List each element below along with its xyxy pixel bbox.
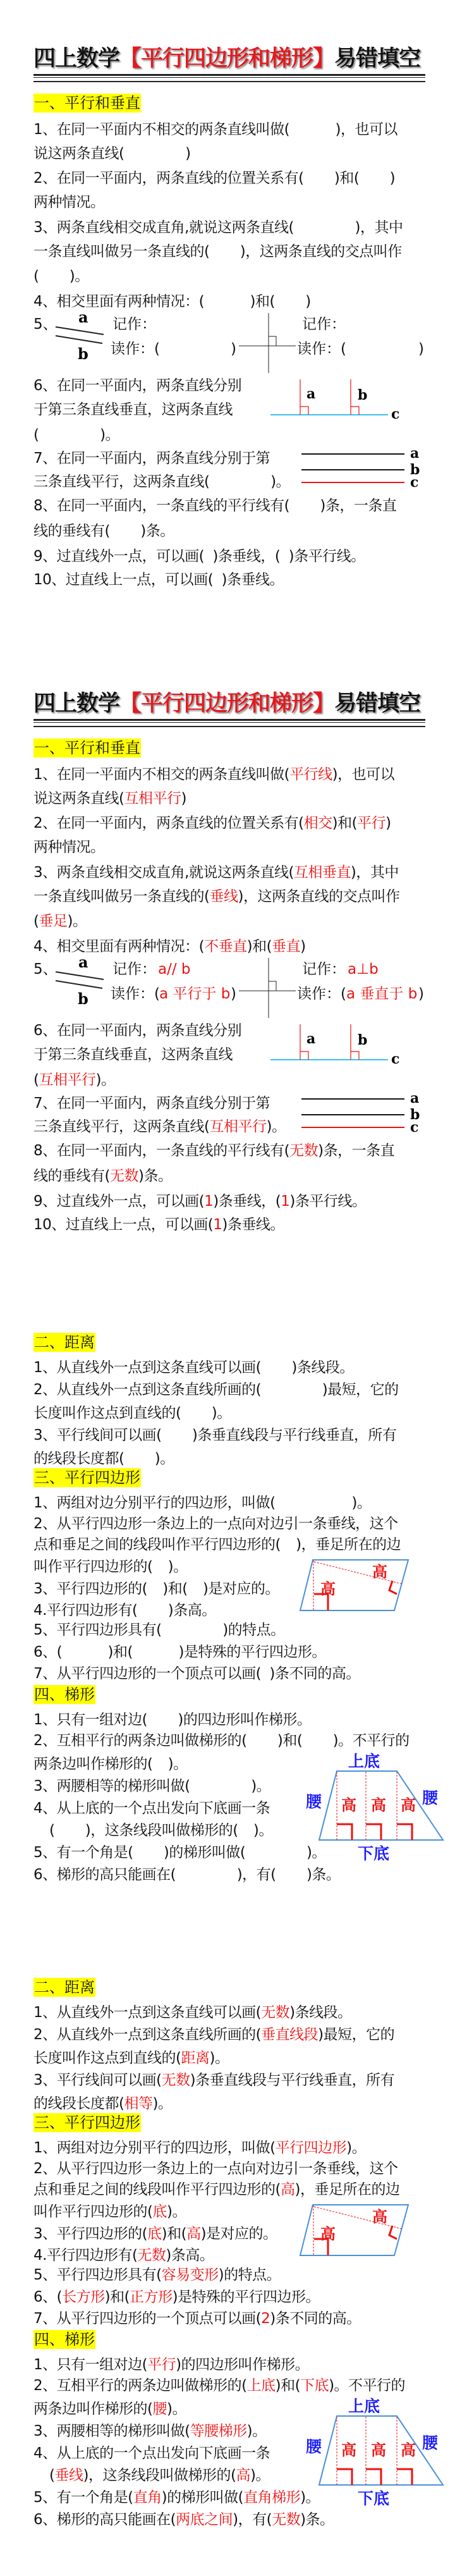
line-text: 的线段长度都( — [33, 1451, 124, 1467]
height-label: 高 — [341, 1796, 356, 1814]
answer-text: 下底 — [300, 2377, 329, 2394]
line-text: )的四边形叫作梯形。 — [176, 2357, 310, 2373]
answer-text: 正方形 — [130, 2289, 173, 2305]
question-number-5: 5、 — [33, 961, 58, 978]
line-text: )。 — [209, 2050, 229, 2066]
line-text: )。 — [351, 1495, 372, 1511]
title-topic: 平行四边形和梯形 — [141, 46, 313, 71]
line-text: )条平行线。 — [288, 548, 365, 565]
line-text: 2、互相平行的两条边叫做梯形的( — [33, 1733, 247, 1749]
line-text: 7、在同一平面内，两条直线分别于第 — [33, 450, 270, 467]
line-text: 7、从平行四边形的一个顶点可以画( — [33, 2310, 262, 2327]
line-text: )是特殊的平行四边形。 — [178, 1644, 326, 1660]
line-text: 5、平行四边形具有( — [33, 1622, 162, 1638]
line-text: ( — [33, 268, 39, 285]
line-text: 线的垂线有( — [33, 523, 110, 539]
top-base-label: 上底 — [348, 2397, 380, 2415]
answer-text: 互相平行 — [209, 1119, 267, 1135]
answer-text: 高 — [236, 2467, 250, 2484]
line-text: 2、在同一平面内，两条直线的位置关系有( — [33, 170, 304, 187]
title-prefix: 四上数学 — [33, 691, 120, 716]
line-text: )条，一条直 — [320, 498, 397, 514]
line-text: 于第三条直线垂直，这两条直线 — [33, 402, 233, 418]
line-text: )。 — [250, 2467, 270, 2484]
label-b: b — [358, 387, 368, 403]
section-header-parallelogram: 三、平行四边形 — [34, 1469, 140, 1487]
label-a: a — [78, 308, 88, 326]
line-text: )。 — [166, 2401, 186, 2417]
height-label: 高 — [341, 2441, 356, 2459]
write-as-label: 记作： — [112, 961, 156, 978]
line-text: 5、有一个角是( — [33, 1844, 133, 1861]
answer-text: 平行 — [147, 2357, 176, 2373]
line-text: 长度叫作这点到直线的( — [33, 2050, 181, 2066]
height-label: 高 — [371, 2441, 386, 2459]
line-text: 3、两条直线相交成直角,就说这两条直线( — [33, 219, 294, 236]
height-label: 高 — [320, 1579, 336, 1598]
line-text: )最短，它的 — [322, 1382, 399, 1398]
line-text: )条。 — [300, 2512, 334, 2528]
line-text: 1、只有一组对边( — [33, 1712, 148, 1728]
line-text: )。 — [270, 474, 291, 490]
answer-text: 垂线 — [54, 2467, 83, 2484]
line-text: )，垂足所在的边 — [294, 2181, 400, 2198]
line-text: 5、有一个角是( — [33, 2489, 133, 2506]
answer-text: 高 — [280, 2181, 295, 2198]
line-text: 3、两腰相等的梯形叫做( — [33, 1778, 190, 1794]
line-text: 4、从上底的一个点出发向下底画一条 — [33, 2445, 270, 2462]
line-text: 4、相交里面有两种情况：( — [33, 293, 205, 310]
line-text: 1、从直线外一点到这条直线可以画( — [33, 1359, 262, 1376]
answer-text: 垂直 — [272, 938, 301, 955]
line-text: )条垂线。 — [222, 1217, 284, 1233]
line-text: 3、两条直线相交成直角,就说这两条直线( — [33, 864, 294, 881]
right-angle-mark — [366, 2469, 381, 2485]
line-text: 6、梯形的高只能画在( — [33, 2512, 176, 2528]
title-topic: 平行四边形和梯形 — [141, 691, 313, 716]
paren-close: ) — [418, 986, 424, 1002]
line-text: )和( — [250, 293, 275, 310]
line-text: )条，一条直 — [318, 1143, 395, 1159]
bottom-base-label: 下底 — [358, 2489, 390, 2508]
line-text: 6、( — [33, 2289, 63, 2305]
line-text: )是对应的。 — [202, 1581, 279, 1597]
line-text: )和( — [161, 2226, 187, 2242]
line-text: 的线段长度都( — [33, 2095, 124, 2112]
label-c: c — [410, 474, 419, 491]
line-text: )，这两条直线的交点叫作 — [240, 243, 402, 260]
line-text: 2、互相平行的两条边叫做梯形的( — [33, 2377, 247, 2394]
line-text: )。 — [211, 1405, 231, 1421]
line-text: )。 — [253, 1822, 273, 1839]
parallelogram-shape — [300, 2205, 408, 2255]
line-text: )和( — [332, 815, 358, 831]
label-b: b — [410, 462, 420, 478]
line-text: )的特点。 — [222, 1622, 285, 1638]
line-text: 3、两腰相等的梯形叫做( — [33, 2423, 190, 2439]
line-text: )和( — [107, 1644, 133, 1660]
label-c: c — [410, 1119, 419, 1136]
line-text: 4.平行四边形有( — [33, 1602, 138, 1619]
line-text: ) — [385, 815, 391, 831]
line-text: 10、过直线上一点，可以画( — [33, 572, 214, 588]
leg-label-left: 腰 — [306, 1793, 322, 1811]
line-text: 两种情况。 — [33, 194, 105, 211]
top-base-label: 上底 — [348, 1752, 380, 1770]
answer-text: a// b — [158, 961, 191, 978]
section-header-trapezoid: 四、梯形 — [34, 2331, 95, 2348]
line-text: 点和垂足之间的线段叫作平行四边形的( — [33, 1536, 281, 1553]
line-text: 长度叫作这点到直线的( — [33, 1405, 181, 1421]
line-text: 三条直线平行，这两条直线( — [33, 1119, 210, 1135]
answer-text: a 平行于 b — [159, 986, 231, 1002]
line-text: )条。 — [140, 523, 174, 539]
line-text: 一条直线叫做另一条直线的( — [33, 243, 210, 260]
line-text: 一条直线叫做另一条直线的( — [33, 888, 210, 905]
line-text: )，垂足所在的边 — [296, 1536, 401, 1553]
answer-text: 无数 — [289, 1143, 318, 1159]
line-text: 1、在同一平面内不相交的两条直线叫做( — [33, 766, 290, 783]
answer-text: 直角 — [133, 2489, 162, 2506]
line-text: )条高。 — [167, 1602, 216, 1619]
line-text: 2、在同一平面内，两条直线的位置关系有( — [33, 815, 304, 831]
line-text: )条。 — [138, 1168, 173, 1184]
line-text: )。 — [166, 2204, 186, 2220]
answer-text: 2 — [261, 2310, 270, 2327]
line-text: 6、在同一平面内，两条直线分别 — [33, 377, 242, 394]
height-label: 高 — [320, 2224, 336, 2243]
title-suffix: 易错填空 — [334, 46, 421, 71]
line-text: )。 — [266, 1119, 286, 1135]
line-text: )，也可以 — [335, 121, 398, 138]
answer-text: 容易变形 — [161, 2267, 219, 2283]
line-text: )。 — [95, 1072, 116, 1088]
question-number-5: 5、 — [33, 316, 58, 333]
leg-label-right: 腰 — [422, 2434, 439, 2452]
line-text: )和( — [334, 170, 360, 187]
title-bracket-open: 【 — [119, 46, 142, 71]
line-text: 3、平行线间可以画( — [33, 2072, 162, 2088]
label-a: a — [410, 1090, 420, 1107]
line-text: )是对应的。 — [200, 2226, 277, 2242]
line-text: 2、从平行四边形一条边上的一点向对边引一条垂线，这个 — [33, 1516, 398, 1532]
line-text: )。不平行的 — [329, 2377, 406, 2394]
read-as-label: 读作：( — [111, 341, 160, 357]
write-as-label: 记作： — [112, 316, 156, 333]
line-text: )条高。 — [166, 2247, 214, 2264]
section-header-parallel-perpendicular: 一、平行和垂直 — [34, 739, 140, 757]
line-text: )。 — [152, 2095, 173, 2112]
line-text: 9、过直线外一点，可以画( — [33, 1193, 205, 1210]
line-text: 4.平行四边形有( — [33, 2247, 138, 2264]
read-as-label: 读作：( — [297, 341, 346, 357]
title-suffix: 易错填空 — [334, 691, 421, 716]
line-text: ( — [33, 913, 39, 929]
line-text: )。 — [154, 1451, 174, 1467]
line-text: )。 — [346, 2140, 367, 2156]
line-text: )和( — [277, 1733, 303, 1749]
line-text: )。 — [100, 427, 120, 443]
line-text: )，这条线段叫做梯形的( — [85, 1822, 238, 1839]
line-text: 8、在同一平面内，一条直线的平行线有( — [33, 498, 290, 514]
section-header-trapezoid: 四、梯形 — [34, 1686, 95, 1703]
answer-text: 相等 — [124, 2095, 153, 2112]
line-text: 1、只有一组对边( — [33, 2357, 148, 2373]
line-text: 2、从平行四边形一条边上的一点向对边引一条垂线，这个 — [33, 2161, 398, 2177]
leg-label-left: 腰 — [306, 2438, 322, 2456]
answer-text: 1 — [213, 1217, 222, 1233]
write-as-label: 记作： — [302, 961, 346, 978]
line-text: 3、平行线间可以画( — [33, 1427, 162, 1444]
line-text: )的特点。 — [218, 2267, 281, 2283]
title-prefix: 四上数学 — [33, 46, 120, 71]
line-text: 1、两组对边分别平行的四边形，叫做( — [33, 1495, 276, 1511]
line-text: )，也可以 — [332, 766, 395, 783]
label-a: a — [410, 445, 420, 462]
line-text: ) — [181, 790, 186, 807]
height-label: 高 — [372, 2207, 387, 2226]
line-text: )和( — [275, 2377, 301, 2394]
parallelogram-figure — [300, 2205, 408, 2255]
read-as-label: 读作：( — [111, 986, 160, 1002]
leg-label-right: 腰 — [422, 1789, 439, 1807]
answer-text: 平行线 — [289, 766, 332, 783]
line-text: )条平行线。 — [289, 1193, 367, 1210]
line-text: 6、( — [33, 1644, 63, 1660]
answer-text: 距离 — [181, 2050, 210, 2066]
answer-text: 直角梯形 — [243, 2489, 301, 2506]
answer-text: 无数 — [272, 2512, 301, 2528]
line-text: 说这两条直线( — [33, 145, 124, 162]
line-text: )的梯形叫做( — [161, 2489, 244, 2506]
label-a: a — [306, 386, 316, 402]
line-text: 三条直线平行，这两条直线( — [33, 474, 210, 490]
section-header-distance: 二、距离 — [34, 1978, 95, 1996]
line-text: 7、从平行四边形的一个顶点可以画( — [33, 1665, 262, 1682]
line-text: )条不同的高。 — [270, 2310, 361, 2327]
answer-text: 平行 — [357, 815, 386, 831]
height-label: 高 — [401, 2441, 416, 2459]
line-text: )，其中 — [350, 864, 399, 881]
answer-text: 1 — [204, 1193, 214, 1210]
label-c: c — [391, 1051, 400, 1067]
line-text: 叫作平行四边形的( — [33, 2204, 153, 2220]
line-text: )的梯形叫做( — [163, 1844, 246, 1861]
line-text: )。不平行的 — [332, 1733, 410, 1749]
line-text: )条垂直线段与平行线垂直，所有 — [191, 1427, 397, 1444]
line-text: )条。 — [306, 1867, 341, 1883]
line-text: )条线段。 — [291, 1359, 354, 1376]
line-text: )和( — [162, 1581, 188, 1597]
line-text: 5、平行四边形具有( — [33, 2267, 162, 2283]
section-header-parallelogram: 三、平行四边形 — [34, 2114, 140, 2131]
answer-text: 高 — [186, 2226, 201, 2242]
label-b: b — [358, 1032, 368, 1048]
answer-text: 底 — [147, 2226, 162, 2242]
line-text: )，这两条直线的交点叫作 — [238, 888, 400, 905]
line-text: 点和垂足之间的线段叫作平行四边形的( — [33, 2181, 281, 2198]
title-bracket-open: 【 — [119, 691, 142, 716]
line-text: ) — [300, 938, 306, 955]
write-as-label: 记作： — [302, 316, 346, 333]
line-text: 1、两组对边分别平行的四边形，叫做( — [33, 2140, 276, 2156]
line-text: 叫作平行四边形的( — [33, 1559, 153, 1575]
answer-text: 互相平行 — [124, 790, 181, 807]
height-label: 高 — [401, 1796, 416, 1814]
answer-text: 相交 — [303, 815, 332, 831]
line-text: )。 — [306, 1844, 326, 1861]
answer-text: 等腰梯形 — [190, 2423, 247, 2439]
answer-text: 长方形 — [62, 2289, 105, 2305]
line-text: 2、从直线外一点到这条直线所画的( — [33, 2027, 262, 2043]
trapezoid-figure — [306, 2397, 443, 2508]
section-header-distance: 二、距离 — [34, 1334, 95, 1351]
answer-text: 无数 — [261, 2004, 290, 2021]
line-text: 2、从直线外一点到这条直线所画的( — [33, 1382, 262, 1398]
read-as-label: 读作：( — [297, 986, 346, 1002]
answer-text: 底 — [152, 2204, 167, 2220]
line-text: 3、平行四边形的( — [33, 1581, 148, 1597]
label-b: b — [78, 990, 88, 1008]
label-b: b — [410, 1107, 420, 1123]
label-b: b — [78, 345, 88, 363]
answer-text: 互相平行 — [39, 1072, 96, 1088]
answer-text: 无数 — [161, 2072, 190, 2088]
line-text: )最短，它的 — [318, 2027, 395, 2043]
line-text: )，有( — [236, 1867, 276, 1883]
section-header-parallel-perpendicular: 一、平行和垂直 — [34, 94, 140, 112]
line-text: )和( — [246, 938, 272, 955]
line-text: )条垂直线段与平行线垂直，所有 — [190, 2072, 395, 2088]
answer-text: 不垂直 — [204, 938, 247, 955]
line-text: )条线段。 — [289, 2004, 352, 2021]
answer-text: 无数 — [137, 2247, 166, 2264]
line-text: 两种情况。 — [33, 839, 105, 856]
answer-text: 垂足 — [39, 913, 68, 929]
answer-text: a⊥b — [348, 961, 379, 978]
right-angle-mark — [389, 2226, 397, 2239]
line-text: )是特殊的平行四边形。 — [172, 2289, 320, 2305]
answer-text: 平行四边形 — [275, 2140, 347, 2156]
answer-text: 两底之间 — [176, 2512, 233, 2528]
line-text: 3、平行四边形的( — [33, 2226, 148, 2242]
height-label: 高 — [371, 1796, 386, 1814]
line-text: 4、相交里面有两种情况：( — [33, 938, 205, 955]
label-a: a — [78, 953, 88, 971]
line-text: )，这条线段叫做梯形的( — [83, 2467, 236, 2484]
right-angle-mark — [337, 2469, 352, 2485]
answer-text: 互相垂直 — [293, 864, 351, 881]
line-text: ( — [49, 1822, 55, 1839]
line-text: )，其中 — [355, 219, 403, 236]
line-text: )的四边形叫作梯形。 — [178, 1712, 312, 1728]
line-text: )。 — [167, 1756, 188, 1772]
line-text: ) — [305, 293, 311, 310]
line-text: ) — [185, 145, 191, 162]
line-text: )。 — [69, 268, 89, 285]
line-text: 7、在同一平面内，两条直线分别于第 — [33, 1095, 270, 1112]
line-text: 6、在同一平面内，两条直线分别 — [33, 1022, 242, 1039]
line-text: )。 — [167, 1559, 188, 1575]
line-text: )条不同的高。 — [269, 1665, 360, 1682]
answer-text: 上底 — [246, 2377, 276, 2394]
bottom-base-label: 下底 — [358, 1844, 390, 1863]
paren-close: ) — [418, 341, 424, 357]
title-bracket-close: 】 — [313, 691, 335, 716]
paren-close: ) — [231, 986, 236, 1002]
answer-text: 垂线 — [209, 888, 238, 905]
line-text: 两条边叫作梯形的( — [33, 2401, 153, 2417]
line-text: 说这两条直线( — [33, 790, 124, 807]
line-text: 6、梯形的高只能画在( — [33, 1867, 176, 1883]
line-text: ( — [33, 427, 39, 443]
answer-text: 腰 — [152, 2401, 167, 2417]
line-text: )。 — [67, 913, 87, 929]
height-label: 高 — [372, 1562, 387, 1581]
line-text: 1、在同一平面内不相交的两条直线叫做( — [33, 121, 290, 138]
right-angle-mark — [397, 2469, 412, 2485]
title-bracket-close: 】 — [313, 46, 335, 71]
line-text: )。 — [251, 1778, 271, 1794]
line-text: 线的垂线有( — [33, 1168, 110, 1184]
line-text: )条垂线，( — [212, 548, 281, 565]
line-text: 1、从直线外一点到这条直线可以画( — [33, 2004, 262, 2021]
answer-text: 垂直线段 — [261, 2027, 318, 2043]
line-text: )和( — [104, 2289, 130, 2305]
line-text: 10、过直线上一点，可以画( — [33, 1217, 214, 1233]
paren-close: ) — [231, 341, 236, 357]
line-text: 于第三条直线垂直，这两条直线 — [33, 1046, 233, 1063]
answer-text: 无数 — [109, 1168, 138, 1184]
answer-text: 1 — [281, 1193, 290, 1210]
line-text: ( — [49, 2467, 55, 2484]
answer-text: a 垂直于 b — [346, 986, 418, 1002]
line-text: 8、在同一平面内，一条直线的平行线有( — [33, 1143, 290, 1159]
label-c: c — [391, 406, 400, 422]
line-text: )条垂线。 — [221, 572, 284, 588]
line-text: 9、过直线外一点，可以画( — [33, 548, 205, 565]
line-text: )，有( — [233, 2512, 272, 2528]
line-text: ( — [33, 1072, 39, 1088]
line-text: 两条边叫作梯形的( — [33, 1756, 153, 1772]
line-text: )条垂线，( — [213, 1193, 281, 1210]
line-text: )。 — [300, 2489, 320, 2506]
label-a: a — [306, 1031, 316, 1047]
line-text: 4、从上底的一个点出发向下底画一条 — [33, 1800, 270, 1817]
line-text: )。 — [246, 2423, 267, 2439]
line-text: ) — [389, 170, 396, 187]
